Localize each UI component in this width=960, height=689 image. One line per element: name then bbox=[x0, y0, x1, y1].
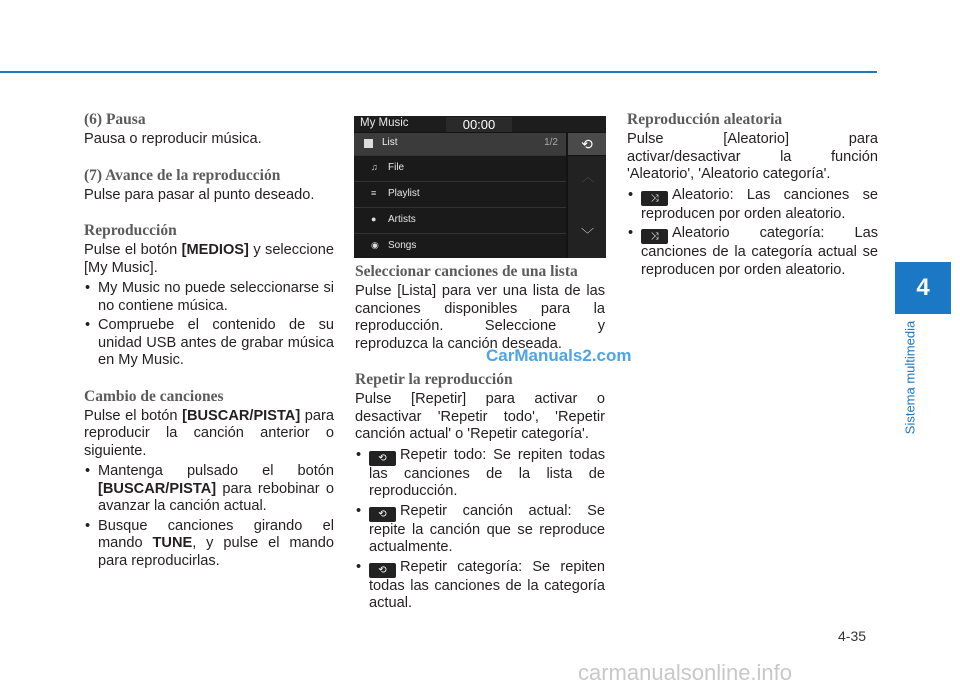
back-icon: ⟲ bbox=[581, 136, 593, 152]
playlist-icon: ≡ bbox=[371, 188, 377, 198]
list-header-button[interactable] bbox=[354, 133, 566, 155]
text-part: Aleatorio categoría: Las canciones de la categoría actual se reproducen por orden aleatorio. bbox=[641, 225, 878, 278]
screen-status-bar bbox=[354, 116, 606, 132]
section-seleccionar bbox=[355, 262, 605, 353]
list-item: • My Music no puede seleccionarse si no contiene música. bbox=[84, 280, 334, 315]
section-reproduccion bbox=[84, 221, 334, 370]
list-item-label: File bbox=[388, 162, 405, 173]
text-part: Mantenga pulsado el botón bbox=[98, 463, 334, 479]
text-part: Pulse el botón bbox=[84, 407, 183, 424]
text-part: , y pulse el mando para reproducirlas. bbox=[98, 535, 334, 569]
text-cambio bbox=[84, 408, 334, 461]
list-item-label: Artists bbox=[388, 214, 416, 225]
heading-reproduccion: Reproducción bbox=[84, 222, 177, 239]
list-cambio bbox=[84, 463, 334, 570]
text-reproduccion bbox=[84, 242, 334, 277]
text-avance: Pulse para pasar al punto deseado. bbox=[84, 186, 315, 203]
text-part: para rebobinar o avanzar la canción actual. bbox=[98, 480, 334, 514]
heading-cambio: Cambio de canciones bbox=[84, 387, 224, 405]
heading-seleccionar: Seleccionar canciones de una lista bbox=[355, 263, 578, 280]
section-cambio bbox=[84, 387, 334, 571]
music-list-screen bbox=[354, 116, 606, 258]
text-part: para reproducir la canción anterior o siguiente. bbox=[84, 407, 334, 459]
button-ref-buscar: [BUSCAR/PISTA] bbox=[98, 480, 217, 497]
list-item-label: Playlist bbox=[388, 188, 420, 199]
text-part: Busque canciones girando el mando bbox=[98, 517, 334, 551]
repeat-one-icon: ⟲ bbox=[369, 507, 396, 522]
list-item bbox=[84, 463, 334, 516]
section-aleatoria bbox=[627, 110, 878, 279]
text-part: Repetir canción actual: Se repite la canción que se reproduce actualmente. bbox=[369, 502, 605, 555]
text-seleccionar: Pulse [Lista] para ver una lista de las canciones disponibles para la reproducción. Seleccione y reproduzca la canción deseada. bbox=[355, 283, 605, 352]
list-icon bbox=[364, 139, 373, 148]
list-page: 1/2 bbox=[544, 137, 558, 148]
list-item: • Compruebe el contenido de su unidad USB antes de grabar música en My Music. bbox=[84, 317, 334, 370]
watermark: CarManuals2.com bbox=[486, 346, 632, 365]
text-part: Repetir categoría: Se repiten todas las canciones de la categoría actual. bbox=[369, 558, 605, 611]
list-reproduccion bbox=[84, 280, 334, 370]
list-item-playlist[interactable] bbox=[354, 181, 566, 207]
artist-icon: ● bbox=[371, 214, 377, 224]
screen-title: My Music bbox=[360, 117, 409, 129]
chevron-down-icon[interactable]: ﹀ bbox=[581, 227, 595, 242]
text-repetir: Pulse [Repetir] para activar o desactivar 'Repetir todo', 'Repetir canción actual' o 'Repetir categoría'. bbox=[355, 391, 605, 442]
heading-repetir: Repetir la reproducción bbox=[355, 371, 513, 388]
text-part: Aleatorio: Las canciones se reproducen por orden aleatorio. bbox=[641, 186, 878, 222]
section-pausa bbox=[84, 110, 334, 149]
column-middle bbox=[355, 262, 605, 630]
list-item-songs[interactable] bbox=[354, 233, 566, 258]
screen-time: 00:00 bbox=[446, 117, 512, 132]
chevron-up-icon[interactable]: ︿ bbox=[582, 170, 595, 184]
music-note-icon: ♫ bbox=[371, 162, 378, 172]
list-repetir bbox=[355, 447, 605, 613]
chapter-title: Sistema multimedia bbox=[902, 320, 918, 435]
list-item bbox=[627, 187, 878, 224]
text-pausa: Pausa o reproducir música. bbox=[84, 131, 262, 147]
text-part: y seleccione [My Music]. bbox=[84, 242, 334, 276]
list-item-label: Songs bbox=[388, 240, 417, 251]
list-item-artists[interactable] bbox=[354, 207, 566, 233]
repeat-all-icon: ⟲ bbox=[369, 451, 396, 466]
column-right bbox=[627, 110, 878, 296]
list-item bbox=[355, 447, 605, 501]
text-part: Pulse el botón bbox=[84, 242, 182, 258]
section-repetir bbox=[355, 370, 605, 613]
top-rule bbox=[0, 71, 877, 73]
page-number: 4-35 bbox=[838, 628, 867, 644]
footer-watermark: carmanualsonline.info bbox=[578, 660, 793, 685]
list-item-file[interactable] bbox=[354, 155, 566, 181]
text-part: Repetir todo: Se repiten todas las canciones de la lista de reproducción. bbox=[369, 446, 605, 499]
heading-pausa: (6) Pausa bbox=[84, 111, 146, 128]
list-aleatoria bbox=[627, 187, 878, 280]
chapter-label bbox=[900, 320, 920, 440]
button-ref-buscar: [BUSCAR/PISTA] bbox=[182, 407, 301, 424]
chapter-tab: 4 bbox=[895, 262, 951, 314]
list-item bbox=[355, 503, 605, 557]
heading-avance: (7) Avance de la reproducción bbox=[84, 166, 281, 184]
shuffle-icon: ⤨ bbox=[641, 191, 668, 206]
list-item bbox=[355, 559, 605, 613]
repeat-category-icon: ⟲ bbox=[369, 563, 396, 578]
button-ref-tune: TUNE bbox=[152, 535, 193, 551]
text-aleatoria: Pulse [Aleatorio] para activar/desactivar la función 'Aleatorio', 'Aleatorio categoría'. bbox=[627, 131, 878, 182]
button-ref-medios: [MEDIOS] bbox=[181, 242, 249, 258]
column-left bbox=[84, 110, 334, 587]
section-avance bbox=[84, 166, 334, 205]
song-icon: ◉ bbox=[371, 240, 379, 250]
list-item bbox=[84, 518, 334, 571]
heading-aleatoria: Reproducción aleatoria bbox=[627, 111, 783, 128]
list-item bbox=[627, 225, 878, 279]
shuffle-category-icon: ⤨ bbox=[641, 229, 668, 244]
list-label: List bbox=[382, 137, 398, 148]
back-button[interactable] bbox=[568, 133, 606, 155]
